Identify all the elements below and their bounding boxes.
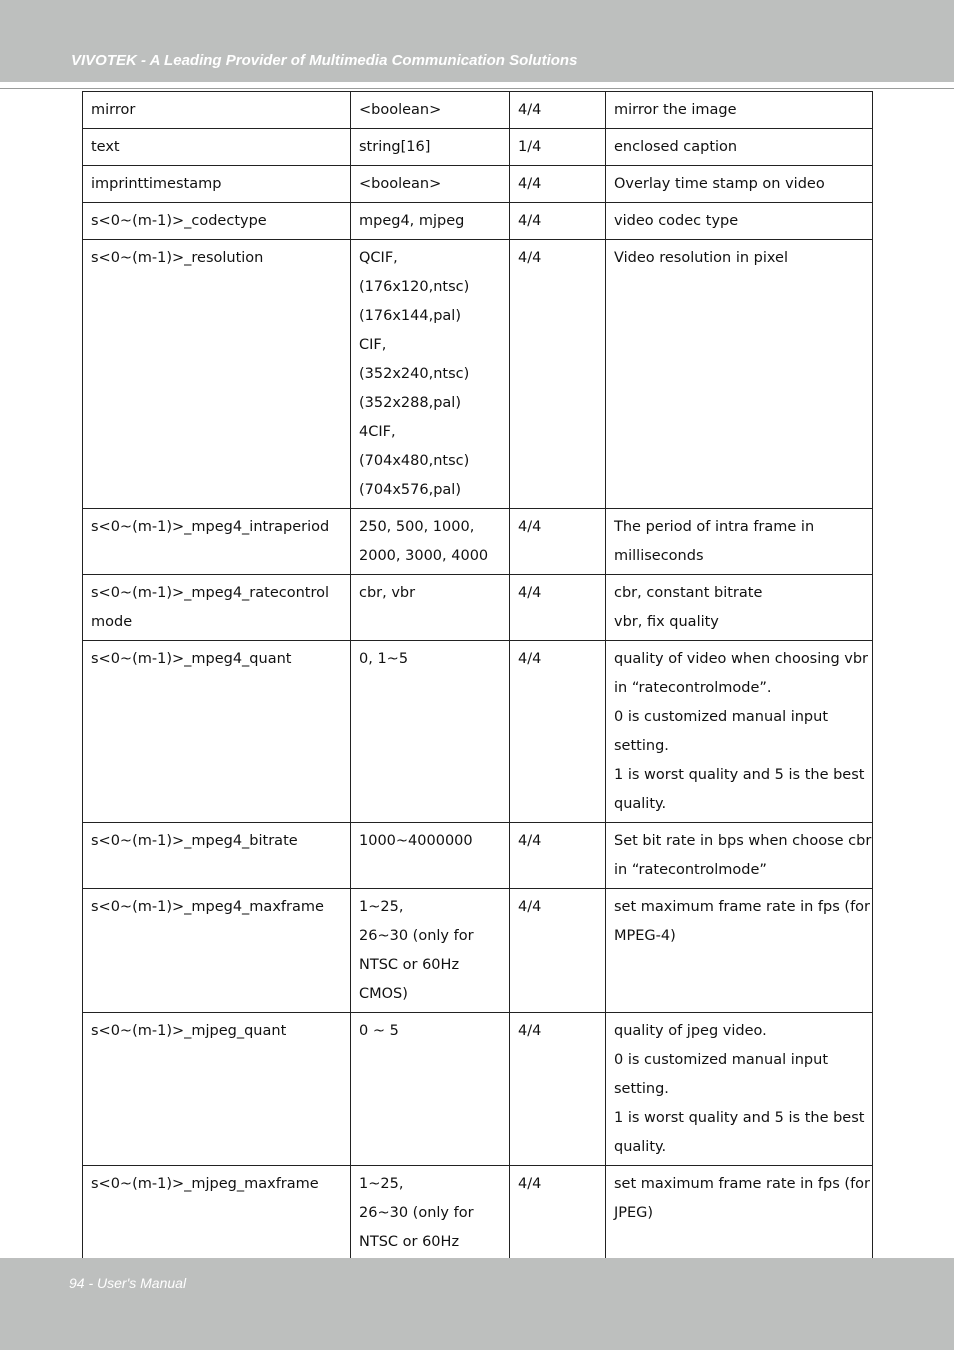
param-value-cell [351, 203, 510, 240]
cell-text-line: (704x576,pal) [359, 482, 461, 498]
cell-text-line: NTSC or 60Hz [359, 957, 460, 973]
cell-text-line: 1/4 [518, 139, 542, 155]
cell-text-line: 4/4 [518, 102, 542, 118]
cell-text-line: quality. [614, 1139, 667, 1155]
cell-text-line: s<0~(m-1)>_mpeg4_intraperiod [91, 519, 330, 535]
cell-text-line: 4/4 [518, 176, 542, 192]
cell-text-line: <boolean> [359, 176, 442, 192]
cell-text-line: 4/4 [518, 651, 542, 667]
cell-text-line: NTSC or 60Hz [359, 1234, 460, 1250]
param-value-cell [351, 575, 510, 641]
table-row [83, 92, 873, 129]
table-row [83, 509, 873, 575]
cell-text-line: 1 is worst quality and 5 is the best [614, 767, 865, 783]
param-value-cell [351, 166, 510, 203]
param-name-cell [83, 889, 351, 1013]
cell-text-line: (352x240,ntsc) [359, 366, 470, 382]
table-row [83, 203, 873, 240]
cell-text-line: 4/4 [518, 1023, 542, 1039]
param-description-cell [606, 129, 873, 166]
param-security-cell [510, 641, 606, 823]
cell-text-line: 0 ~ 5 [359, 1023, 399, 1039]
parameter-table-body [83, 92, 873, 1290]
param-name-cell [83, 92, 351, 129]
cell-text-line: 4/4 [518, 250, 542, 266]
cell-text-line: (176x144,pal) [359, 308, 461, 324]
param-value-cell [351, 92, 510, 129]
cell-text-line: 26~30 (only for [359, 928, 474, 944]
cell-text-line: 4/4 [518, 1176, 542, 1192]
cell-text-line: s<0~(m-1)>_mpeg4_quant [91, 651, 292, 667]
cell-text-line: 1~25, [359, 899, 404, 915]
cell-text-line: enclosed caption [614, 139, 738, 155]
table-row [83, 129, 873, 166]
cell-text-line: milliseconds [614, 548, 704, 564]
param-value-cell [351, 889, 510, 1013]
cell-text-line: 4/4 [518, 519, 542, 535]
cell-text-line: string[16] [359, 139, 431, 155]
cell-text-line: set maximum frame rate in fps (for [614, 1176, 871, 1192]
param-security-cell [510, 92, 606, 129]
cell-text-line: 4/4 [518, 833, 542, 849]
parameter-table [82, 91, 873, 1290]
table-row [83, 641, 873, 823]
page-header-title: VIVOTEK - A Leading Provider of Multimedia Communication Solutions [71, 52, 578, 69]
param-description-cell [606, 1013, 873, 1166]
cell-text-line: 1~25, [359, 1176, 404, 1192]
cell-text-line: quality. [614, 796, 667, 812]
cell-text-line: 4CIF, [359, 424, 396, 440]
param-description-cell [606, 92, 873, 129]
cell-text-line: 250, 500, 1000, [359, 519, 475, 535]
param-description-cell [606, 641, 873, 823]
param-value-cell [351, 641, 510, 823]
cell-text-line: MPEG-4) [614, 928, 676, 944]
cell-text-line: 26~30 (only for [359, 1205, 474, 1221]
param-description-cell [606, 575, 873, 641]
cell-text-line: cbr, vbr [359, 585, 416, 601]
param-security-cell [510, 823, 606, 889]
param-security-cell [510, 166, 606, 203]
cell-text-line: 0 is customized manual input [614, 709, 829, 725]
header-divider [0, 88, 954, 89]
param-value-cell [351, 823, 510, 889]
cell-text-line: (176x120,ntsc) [359, 279, 470, 295]
cell-text-line: setting. [614, 738, 669, 754]
param-name-cell [83, 575, 351, 641]
param-name-cell [83, 203, 351, 240]
cell-text-line: s<0~(m-1)>_codectype [91, 213, 267, 229]
cell-text-line: setting. [614, 1081, 669, 1097]
cell-text-line: quality of jpeg video. [614, 1023, 767, 1039]
param-name-cell [83, 1013, 351, 1166]
param-name-cell [83, 823, 351, 889]
cell-text-line: mpeg4, mjpeg [359, 213, 465, 229]
cell-text-line: Set bit rate in bps when choose cbr [614, 833, 872, 849]
cell-text-line: QCIF, [359, 250, 398, 266]
param-description-cell [606, 823, 873, 889]
cell-text-line: 1000~4000000 [359, 833, 473, 849]
cell-text-line: (704x480,ntsc) [359, 453, 470, 469]
cell-text-line: s<0~(m-1)>_mpeg4_ratecontrol [91, 585, 330, 601]
param-security-cell [510, 240, 606, 509]
param-value-cell [351, 129, 510, 166]
cell-text-line: 4/4 [518, 585, 542, 601]
param-name-cell [83, 166, 351, 203]
cell-text-line: cbr, constant bitrate [614, 585, 763, 601]
cell-text-line: vbr, fix quality [614, 614, 719, 630]
table-row [83, 575, 873, 641]
cell-text-line: s<0~(m-1)>_mjpeg_quant [91, 1023, 287, 1039]
param-security-cell [510, 1013, 606, 1166]
cell-text-line: Video resolution in pixel [614, 250, 788, 266]
cell-text-line: in “ratecontrolmode” [614, 862, 767, 878]
cell-text-line: set maximum frame rate in fps (for [614, 899, 871, 915]
cell-text-line: 1 is worst quality and 5 is the best [614, 1110, 865, 1126]
table-row [83, 889, 873, 1013]
param-description-cell [606, 240, 873, 509]
cell-text-line: mode [91, 614, 133, 630]
cell-text-line: (352x288,pal) [359, 395, 461, 411]
cell-text-line: s<0~(m-1)>_mpeg4_bitrate [91, 833, 298, 849]
cell-text-line: s<0~(m-1)>_mpeg4_maxframe [91, 899, 324, 915]
cell-text-line: 4/4 [518, 213, 542, 229]
table-row [83, 240, 873, 509]
cell-text-line: 0, 1~5 [359, 651, 409, 667]
cell-text-line: The period of intra frame in [614, 519, 815, 535]
cell-text-line: quality of video when choosing vbr [614, 651, 869, 667]
param-value-cell [351, 1013, 510, 1166]
cell-text-line: <boolean> [359, 102, 442, 118]
cell-text-line: s<0~(m-1)>_resolution [91, 250, 264, 266]
cell-text-line: 0 is customized manual input [614, 1052, 829, 1068]
param-description-cell [606, 509, 873, 575]
param-name-cell [83, 129, 351, 166]
param-security-cell [510, 889, 606, 1013]
param-value-cell [351, 240, 510, 509]
table-row [83, 823, 873, 889]
param-description-cell [606, 166, 873, 203]
param-name-cell [83, 641, 351, 823]
cell-text-line: JPEG) [614, 1205, 654, 1221]
param-security-cell [510, 509, 606, 575]
param-value-cell [351, 509, 510, 575]
cell-text-line: Overlay time stamp on video [614, 176, 825, 192]
param-description-cell [606, 889, 873, 1013]
cell-text-line: in “ratecontrolmode”. [614, 680, 772, 696]
cell-text-line: 2000, 3000, 4000 [359, 548, 489, 564]
param-name-cell [83, 509, 351, 575]
param-description-cell [606, 203, 873, 240]
param-security-cell [510, 129, 606, 166]
cell-text-line: s<0~(m-1)>_mjpeg_maxframe [91, 1176, 319, 1192]
cell-text-line: text [91, 139, 120, 155]
cell-text-line: mirror the image [614, 102, 737, 118]
param-security-cell [510, 575, 606, 641]
table-row [83, 1013, 873, 1166]
page-footer-label: 94 - User's Manual [69, 1275, 187, 1291]
cell-text-line: CMOS) [359, 986, 408, 1002]
table-row [83, 166, 873, 203]
param-security-cell [510, 203, 606, 240]
param-name-cell [83, 240, 351, 509]
cell-text-line: 4/4 [518, 899, 542, 915]
page-header-band [0, 0, 954, 82]
cell-text-line: mirror [91, 102, 136, 118]
cell-text-line: imprinttimestamp [91, 176, 222, 192]
cell-text-line: CIF, [359, 337, 387, 353]
cell-text-line: video codec type [614, 213, 739, 229]
page-footer-band [0, 1258, 954, 1350]
